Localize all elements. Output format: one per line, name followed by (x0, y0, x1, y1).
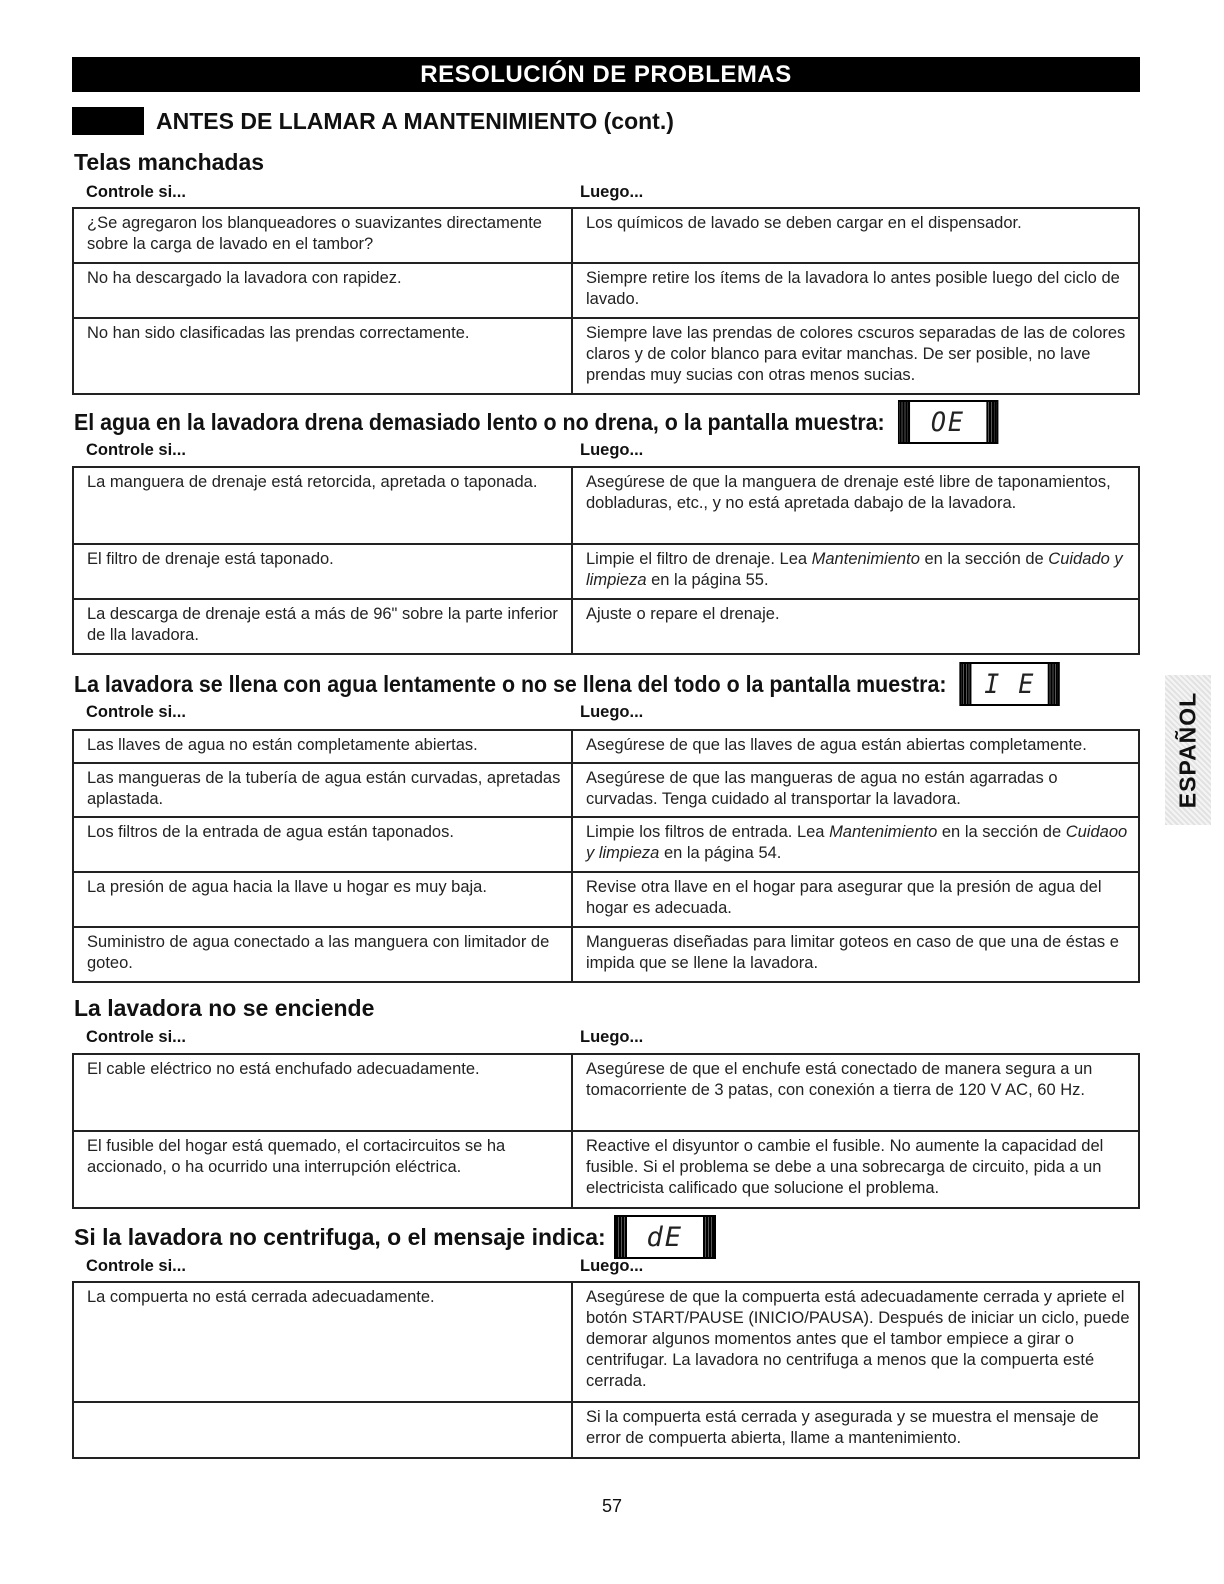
check-cell: La compuerta no está cerrada adecuadamente. (73, 1282, 572, 1402)
check-cell: El cable eléctrico no está enchufado adecuadamente. (73, 1054, 572, 1131)
table-row (73, 817, 1139, 872)
column-header-check: Controle si... (86, 1028, 186, 1046)
then-cell: Reactive el disyuntor o cambie el fusible. No aumente la capacidad del fusible. Si el problema se debe a una sobrecarga de circuito, pida a un electricista calificado que solucione el problema. (572, 1131, 1139, 1208)
heading-bar (72, 107, 144, 135)
troubleshooting-table-power (72, 1053, 1140, 1209)
column-header-then: Luego... (580, 1257, 644, 1275)
check-cell: Suministro de agua conectado a las manguera con limitador de goteo. (73, 927, 572, 982)
column-header-check: Controle si... (86, 703, 186, 721)
check-cell (73, 1402, 572, 1458)
section-title-no-spin (74, 1215, 716, 1259)
table-row (73, 318, 1139, 394)
check-cell: Los filtros de la entrada de agua están taponados. (73, 817, 572, 872)
error-code-display (614, 1215, 716, 1259)
troubleshooting-table-fill (72, 729, 1140, 983)
column-header-check: Controle si... (86, 183, 186, 201)
then-cell: Asegúrese de que el enchufe está conectado de manera segura a un tomacorriente de 3 patas, con conexión a tierra de 120 V AC, 60 Hz. (572, 1054, 1139, 1131)
error-code-text: OE (930, 406, 965, 438)
section-title-no-power (74, 995, 374, 1022)
table-row (73, 872, 1139, 927)
then-cell: Mangueras diseñadas para limitar goteos en caso de que una de éstas e impida que se llene la lavadora. (572, 927, 1139, 982)
table-row (73, 1131, 1139, 1208)
troubleshooting-table-spin (72, 1281, 1140, 1459)
then-cell: Si la compuerta está cerrada y asegurada y se muestra el mensaje de error de compuerta abierta, llame a mantenimiento. (572, 1402, 1139, 1458)
check-cell: Las mangueras de la tubería de agua están curvadas, apretadas aplastada. (73, 763, 572, 817)
check-cell: No han sido clasificadas las prendas correctamente. (73, 318, 572, 394)
then-cell: Siempre lave las prendas de colores cscuros separadas de las de colores claros y de color blanco para evitar manchas. De ser posible, no lave prendas muy sucias con otras menos sucias. (572, 318, 1139, 394)
troubleshooting-table-stains (72, 207, 1140, 395)
language-tab-label: ESPAÑOL (1174, 691, 1201, 809)
section-title-slow-drain (74, 400, 998, 444)
check-cell: Las llaves de agua no están completamente abiertas. (73, 730, 572, 763)
troubleshooting-table-drain (72, 466, 1140, 655)
then-cell: Asegúrese de que la compuerta está adecuadamente cerrada y apriete el botón START/PAUSE (INICIO/PAUSA). Después de iniciar un ciclo, puede demorar algunos momentos antes que el tambor empiece a girar o centrifugar. La lavadora no centrifuga a menos que la compuerta esté cerrada. (572, 1282, 1139, 1402)
subheading-text: ANTES DE LLAMAR A MANTENIMIENTO (cont.) (156, 107, 674, 134)
error-code-display (898, 400, 998, 444)
section-title-text: El agua en la lavadora drena demasiado lento o no drena, o la pantalla muestra: (74, 408, 885, 435)
then-cell: Limpie los filtros de entrada. Lea Mantenimiento en la sección de Cuidaoo y limpieza en la página 54. (572, 817, 1139, 872)
then-cell: Los químicos de lavado se deben cargar en el dispensador. (572, 208, 1139, 263)
then-cell: Siempre retire los ítems de la lavadora lo antes posible luego del ciclo de lavado. (572, 263, 1139, 318)
section-subheading (72, 106, 674, 136)
check-cell: La manguera de drenaje está retorcida, apretada o taponada. (73, 467, 572, 544)
check-cell: No ha descargado la lavadora con rapidez. (73, 263, 572, 318)
column-header-then: Luego... (580, 441, 644, 459)
error-code-text: I E (984, 668, 1036, 700)
section-title-text: La lavadora no se enciende (74, 995, 375, 1021)
check-cell: El fusible del hogar está quemado, el cortacircuitos se ha accionado, o ha ocurrido una interrupción eléctrica. (73, 1131, 572, 1208)
section-title-slow-fill (74, 662, 1060, 706)
table-row (73, 927, 1139, 982)
column-header-check: Controle si... (86, 441, 186, 459)
then-cell: Asegúrese de que la manguera de drenaje esté libre de taponamientos, dobladuras, etc., y no está apretada dabajo de la lavadora. (572, 467, 1139, 544)
table-row (73, 208, 1139, 263)
then-cell: Ajuste o repare el drenaje. (572, 599, 1139, 654)
error-code-display (960, 662, 1060, 706)
check-cell: ¿Se agregaron los blanqueadores o suavizantes directamente sobre la carga de lavado en el tambor? (73, 208, 572, 263)
error-code-text: dE (646, 1221, 683, 1253)
check-cell: El filtro de drenaje está taponado. (73, 544, 572, 599)
section-title-text: Telas manchadas (74, 149, 265, 175)
column-header-check: Controle si... (86, 1257, 186, 1275)
page-banner: RESOLUCIÓN DE PROBLEMAS (72, 57, 1140, 92)
table-row (73, 599, 1139, 654)
language-side-tab (1165, 675, 1211, 825)
then-cell: Limpie el filtro de drenaje. Lea Mantenimiento en la sección de Cuidado y limpieza en la página 55. (572, 544, 1139, 599)
table-row (73, 730, 1139, 763)
column-header-then: Luego... (580, 183, 644, 201)
table-row (73, 763, 1139, 817)
section-title-text: La lavadora se llena con agua lentamente o no se llena del todo o la pantalla muestra: (74, 670, 947, 697)
section-title-stained-fabrics (74, 149, 264, 176)
table-row (73, 1054, 1139, 1131)
page-number: 57 (601, 1496, 623, 1516)
table-row (73, 467, 1139, 544)
table-row (73, 1282, 1139, 1402)
then-cell: Revise otra llave en el hogar para asegurar que la presión de agua del hogar es adecuada. (572, 872, 1139, 927)
column-header-then: Luego... (580, 703, 644, 721)
table-row (73, 263, 1139, 318)
column-header-then: Luego... (580, 1028, 644, 1046)
section-title-text: Si la lavadora no centrifuga, o el mensaje indica: (74, 1223, 606, 1250)
then-cell: Asegúrese de que las mangueras de agua no están agarradas o curvadas. Tenga cuidado al transportar la lavadora. (572, 763, 1139, 817)
table-row (73, 1402, 1139, 1458)
then-cell: Asegúrese de que las llaves de agua están abiertas completamente. (572, 730, 1139, 763)
check-cell: La presión de agua hacia la llave u hogar es muy baja. (73, 872, 572, 927)
table-row (73, 544, 1139, 599)
check-cell: La descarga de drenaje está a más de 96" sobre la parte inferior de lla lavadora. (73, 599, 572, 654)
